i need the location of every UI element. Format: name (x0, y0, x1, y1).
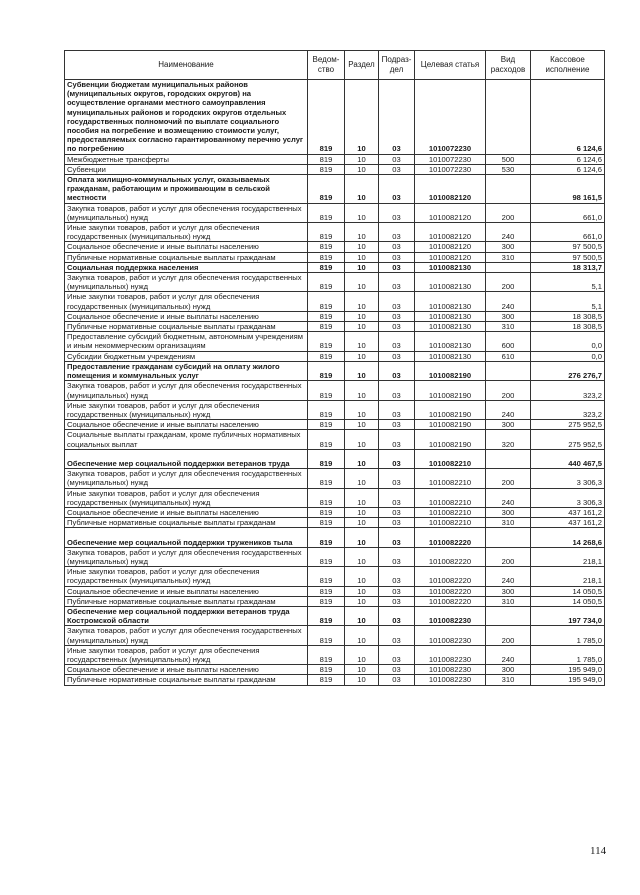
table-row (65, 262, 605, 272)
table-row (65, 381, 605, 400)
cell-name: Иные закупки товаров, работ и услуг для обеспечения государственных (муниципальных) нужд (65, 292, 308, 311)
cell-vr: 240 (486, 400, 531, 419)
cell-vr: 300 (486, 507, 531, 517)
cell-cs: 1010082190 (415, 430, 486, 449)
cell-vr (486, 262, 531, 272)
cell-vr: 200 (486, 381, 531, 400)
cell-amount: 661,0 (531, 203, 605, 222)
cell-name: Публичные нормативные социальные выплаты гражданам (65, 322, 308, 332)
cell-cs: 1010082190 (415, 420, 486, 430)
cell-name: Социальное обеспечение и иные выплаты населению (65, 665, 308, 675)
cell-amount: 1 785,0 (531, 626, 605, 645)
cell-amount: 275 952,5 (531, 430, 605, 449)
header-razdel: Раздел (345, 51, 379, 80)
cell-ved: 819 (308, 507, 345, 517)
table-row (65, 311, 605, 321)
cell-ved: 819 (308, 322, 345, 332)
cell-cs: 1010082130 (415, 351, 486, 361)
cell-amount: 18 308,5 (531, 322, 605, 332)
cell-name: Предоставление субсидий бюджетным, автономным учреждениям и иным некоммерческим организациям (65, 332, 308, 351)
cell-ved: 819 (308, 645, 345, 664)
cell-vr: 200 (486, 547, 531, 566)
cell-name: Обеспечение мер социальной поддержки тружеников тыла (65, 528, 308, 547)
table-row (65, 596, 605, 606)
cell-amount: 97 500,5 (531, 242, 605, 252)
cell-ved: 819 (308, 80, 345, 155)
cell-razdel: 10 (345, 528, 379, 547)
table-row (65, 430, 605, 449)
cell-ved: 819 (308, 292, 345, 311)
cell-cs: 1010072230 (415, 80, 486, 155)
header-podrazdel: Подраз-дел (379, 51, 415, 80)
cell-cs: 1010082130 (415, 262, 486, 272)
cell-podrazdel: 03 (379, 175, 415, 204)
cell-ved: 819 (308, 175, 345, 204)
cell-cs: 1010082230 (415, 645, 486, 664)
cell-razdel: 10 (345, 430, 379, 449)
cell-podrazdel: 03 (379, 311, 415, 321)
cell-vr: 310 (486, 596, 531, 606)
cell-amount: 5,1 (531, 273, 605, 292)
cell-ved: 819 (308, 351, 345, 361)
cell-ved: 819 (308, 469, 345, 488)
cell-podrazdel: 03 (379, 675, 415, 685)
cell-cs: 1010082120 (415, 223, 486, 242)
cell-vr: 320 (486, 430, 531, 449)
cell-podrazdel: 03 (379, 469, 415, 488)
cell-name: Обеспечение мер социальной поддержки ветеранов труда Костромской области (65, 606, 308, 625)
cell-vr: 500 (486, 154, 531, 164)
cell-razdel: 10 (345, 242, 379, 252)
cell-podrazdel: 03 (379, 381, 415, 400)
cell-razdel: 10 (345, 252, 379, 262)
cell-podrazdel: 03 (379, 164, 415, 174)
cell-name: Межбюджетные трансферты (65, 154, 308, 164)
cell-podrazdel: 03 (379, 262, 415, 272)
table-row (65, 175, 605, 204)
cell-name: Субсидии бюджетным учреждениям (65, 351, 308, 361)
table-row (65, 400, 605, 419)
cell-vr: 200 (486, 626, 531, 645)
cell-podrazdel: 03 (379, 351, 415, 361)
cell-ved: 819 (308, 203, 345, 222)
cell-amount: 437 161,2 (531, 507, 605, 517)
cell-podrazdel: 03 (379, 292, 415, 311)
cell-amount: 323,2 (531, 381, 605, 400)
cell-amount: 218,1 (531, 567, 605, 586)
budget-sheet (64, 50, 604, 686)
cell-amount: 6 124,6 (531, 154, 605, 164)
cell-vr: 300 (486, 665, 531, 675)
cell-cs: 1010072230 (415, 154, 486, 164)
cell-vr: 300 (486, 242, 531, 252)
cell-razdel: 10 (345, 154, 379, 164)
cell-name: Обеспечение мер социальной поддержки ветеранов труда (65, 449, 308, 468)
table-row (65, 361, 605, 380)
cell-vr: 240 (486, 645, 531, 664)
cell-razdel: 10 (345, 596, 379, 606)
table-row (65, 223, 605, 242)
cell-cs: 1010082120 (415, 203, 486, 222)
cell-vr: 200 (486, 203, 531, 222)
cell-vr: 240 (486, 292, 531, 311)
cell-cs: 1010082190 (415, 361, 486, 380)
cell-cs: 1010082130 (415, 332, 486, 351)
cell-name: Иные закупки товаров, работ и услуг для обеспечения государственных (муниципальных) нужд (65, 567, 308, 586)
cell-podrazdel: 03 (379, 400, 415, 419)
cell-ved: 819 (308, 242, 345, 252)
cell-cs: 1010082220 (415, 528, 486, 547)
cell-razdel: 10 (345, 420, 379, 430)
cell-razdel: 10 (345, 488, 379, 507)
cell-name: Закупка товаров, работ и услуг для обеспечения государственных (муниципальных) нужд (65, 381, 308, 400)
cell-amount: 98 161,5 (531, 175, 605, 204)
cell-razdel: 10 (345, 567, 379, 586)
table-row (65, 567, 605, 586)
cell-name: Закупка товаров, работ и услуг для обеспечения государственных (муниципальных) нужд (65, 469, 308, 488)
table-row (65, 586, 605, 596)
cell-razdel: 10 (345, 518, 379, 528)
cell-podrazdel: 03 (379, 252, 415, 262)
cell-vr: 300 (486, 420, 531, 430)
cell-amount: 0,0 (531, 351, 605, 361)
cell-podrazdel: 03 (379, 322, 415, 332)
budget-table (64, 50, 605, 686)
header-amount: Кассовое исполнение (531, 51, 605, 80)
cell-ved: 819 (308, 420, 345, 430)
cell-ved: 819 (308, 154, 345, 164)
cell-vr: 240 (486, 488, 531, 507)
cell-podrazdel: 03 (379, 665, 415, 675)
cell-name: Закупка товаров, работ и услуг для обеспечения государственных (муниципальных) нужд (65, 273, 308, 292)
cell-razdel: 10 (345, 400, 379, 419)
cell-ved: 819 (308, 164, 345, 174)
cell-cs: 1010082120 (415, 252, 486, 262)
cell-vr: 300 (486, 311, 531, 321)
cell-ved: 819 (308, 252, 345, 262)
header-vr: Вид расходов (486, 51, 531, 80)
header-cs: Целевая статья (415, 51, 486, 80)
cell-podrazdel: 03 (379, 420, 415, 430)
table-row (65, 292, 605, 311)
table-row (65, 665, 605, 675)
cell-cs: 1010082120 (415, 242, 486, 252)
cell-name: Социальное обеспечение и иные выплаты населению (65, 242, 308, 252)
cell-amount: 18 313,7 (531, 262, 605, 272)
cell-razdel: 10 (345, 645, 379, 664)
cell-cs: 1010082130 (415, 292, 486, 311)
cell-vr: 300 (486, 586, 531, 596)
cell-ved: 819 (308, 332, 345, 351)
cell-ved: 819 (308, 586, 345, 596)
cell-vr: 310 (486, 518, 531, 528)
table-row (65, 449, 605, 468)
cell-podrazdel: 03 (379, 488, 415, 507)
table-row (65, 164, 605, 174)
cell-podrazdel: 03 (379, 586, 415, 596)
cell-podrazdel: 03 (379, 645, 415, 664)
cell-vr (486, 449, 531, 468)
cell-razdel: 10 (345, 273, 379, 292)
cell-podrazdel: 03 (379, 154, 415, 164)
cell-vr (486, 80, 531, 155)
cell-ved: 819 (308, 430, 345, 449)
cell-amount: 0,0 (531, 332, 605, 351)
cell-ved: 819 (308, 273, 345, 292)
cell-ved: 819 (308, 262, 345, 272)
table-row (65, 547, 605, 566)
table-row (65, 675, 605, 685)
cell-name: Социальное обеспечение и иные выплаты населению (65, 507, 308, 517)
cell-name: Публичные нормативные социальные выплаты гражданам (65, 596, 308, 606)
table-row (65, 252, 605, 262)
cell-vr: 200 (486, 273, 531, 292)
cell-cs: 1010082130 (415, 311, 486, 321)
cell-razdel: 10 (345, 332, 379, 351)
cell-ved: 819 (308, 626, 345, 645)
table-row (65, 351, 605, 361)
cell-podrazdel: 03 (379, 528, 415, 547)
cell-ved: 819 (308, 223, 345, 242)
cell-vr: 610 (486, 351, 531, 361)
cell-name: Предоставление гражданам субсидий на оплату жилого помещения и коммунальных услуг (65, 361, 308, 380)
cell-podrazdel: 03 (379, 518, 415, 528)
cell-amount: 197 734,0 (531, 606, 605, 625)
cell-vr (486, 175, 531, 204)
cell-podrazdel: 03 (379, 273, 415, 292)
cell-cs: 1010082120 (415, 175, 486, 204)
cell-name: Субвенции бюджетам муниципальных районов (муниципальных округов, городских округов) на осуществление органами местного самоуправления муниципальных районов и городских округов отдельных государственных полномочий по выплате социального пособия на погребение и возмещению стоимости услуг, предоставляемых согласно гарантированному перечню услуг по погребению (65, 80, 308, 155)
cell-cs: 1010082210 (415, 449, 486, 468)
cell-cs: 1010082220 (415, 596, 486, 606)
cell-ved: 819 (308, 518, 345, 528)
table-row (65, 242, 605, 252)
cell-ved: 819 (308, 606, 345, 625)
table-row (65, 528, 605, 547)
cell-podrazdel: 03 (379, 626, 415, 645)
cell-cs: 1010082130 (415, 322, 486, 332)
cell-razdel: 10 (345, 351, 379, 361)
cell-cs: 1010082210 (415, 518, 486, 528)
cell-razdel: 10 (345, 262, 379, 272)
cell-razdel: 10 (345, 449, 379, 468)
cell-ved: 819 (308, 400, 345, 419)
page-number: 114 (590, 845, 607, 857)
cell-amount: 14 050,5 (531, 586, 605, 596)
cell-amount: 3 306,3 (531, 488, 605, 507)
cell-amount: 218,1 (531, 547, 605, 566)
cell-podrazdel: 03 (379, 361, 415, 380)
cell-cs: 1010082220 (415, 567, 486, 586)
cell-ved: 819 (308, 596, 345, 606)
cell-cs: 1010082210 (415, 488, 486, 507)
table-row (65, 332, 605, 351)
cell-name: Иные закупки товаров, работ и услуг для обеспечения государственных (муниципальных) нужд (65, 488, 308, 507)
cell-ved: 819 (308, 567, 345, 586)
cell-podrazdel: 03 (379, 567, 415, 586)
cell-ved: 819 (308, 528, 345, 547)
cell-ved: 819 (308, 381, 345, 400)
cell-vr: 240 (486, 223, 531, 242)
cell-name: Закупка товаров, работ и услуг для обеспечения государственных (муниципальных) нужд (65, 203, 308, 222)
cell-podrazdel: 03 (379, 606, 415, 625)
header-name: Наименование (65, 51, 308, 80)
cell-amount: 1 785,0 (531, 645, 605, 664)
table-row (65, 518, 605, 528)
cell-amount: 195 949,0 (531, 675, 605, 685)
cell-name: Публичные нормативные социальные выплаты гражданам (65, 518, 308, 528)
cell-razdel: 10 (345, 311, 379, 321)
cell-vr (486, 528, 531, 547)
cell-razdel: 10 (345, 547, 379, 566)
cell-ved: 819 (308, 675, 345, 685)
cell-name: Публичные нормативные социальные выплаты гражданам (65, 675, 308, 685)
cell-vr: 310 (486, 252, 531, 262)
cell-razdel: 10 (345, 606, 379, 625)
cell-cs: 1010082130 (415, 273, 486, 292)
cell-vr: 530 (486, 164, 531, 174)
table-row (65, 420, 605, 430)
table-row (65, 322, 605, 332)
table-row (65, 80, 605, 155)
table-row (65, 488, 605, 507)
cell-cs: 1010082230 (415, 675, 486, 685)
table-row (65, 273, 605, 292)
cell-razdel: 10 (345, 665, 379, 675)
table-row (65, 469, 605, 488)
cell-vr: 600 (486, 332, 531, 351)
cell-ved: 819 (308, 665, 345, 675)
table-row (65, 203, 605, 222)
cell-razdel: 10 (345, 203, 379, 222)
cell-ved: 819 (308, 488, 345, 507)
cell-podrazdel: 03 (379, 80, 415, 155)
cell-podrazdel: 03 (379, 430, 415, 449)
cell-name: Закупка товаров, работ и услуг для обеспечения государственных (муниципальных) нужд (65, 547, 308, 566)
cell-vr: 310 (486, 675, 531, 685)
cell-name: Оплата жилищно-коммунальных услуг, оказываемых гражданам, работающим и проживающим в сельской местности (65, 175, 308, 204)
cell-podrazdel: 03 (379, 547, 415, 566)
cell-name: Иные закупки товаров, работ и услуг для обеспечения государственных (муниципальных) нужд (65, 223, 308, 242)
cell-amount: 14 050,5 (531, 596, 605, 606)
cell-razdel: 10 (345, 507, 379, 517)
cell-amount: 18 308,5 (531, 311, 605, 321)
cell-podrazdel: 03 (379, 242, 415, 252)
cell-amount: 6 124,6 (531, 164, 605, 174)
cell-vr: 240 (486, 567, 531, 586)
cell-name: Иные закупки товаров, работ и услуг для обеспечения государственных (муниципальных) нужд (65, 400, 308, 419)
cell-razdel: 10 (345, 361, 379, 380)
cell-podrazdel: 03 (379, 507, 415, 517)
cell-name: Публичные нормативные социальные выплаты гражданам (65, 252, 308, 262)
table-row (65, 154, 605, 164)
cell-ved: 819 (308, 449, 345, 468)
cell-name: Социальные выплаты гражданам, кроме публичных нормативных социальных выплат (65, 430, 308, 449)
cell-vr: 310 (486, 322, 531, 332)
cell-amount: 5,1 (531, 292, 605, 311)
cell-cs: 1010082190 (415, 381, 486, 400)
cell-name: Социальное обеспечение и иные выплаты населению (65, 420, 308, 430)
cell-vr: 200 (486, 469, 531, 488)
cell-name: Иные закупки товаров, работ и услуг для обеспечения государственных (муниципальных) нужд (65, 645, 308, 664)
cell-cs: 1010082210 (415, 469, 486, 488)
table-header-row (65, 51, 605, 80)
cell-podrazdel: 03 (379, 449, 415, 468)
cell-amount: 97 500,5 (531, 252, 605, 262)
table-row (65, 626, 605, 645)
cell-name: Социальное обеспечение и иные выплаты населению (65, 586, 308, 596)
cell-ved: 819 (308, 547, 345, 566)
cell-razdel: 10 (345, 175, 379, 204)
cell-razdel: 10 (345, 586, 379, 596)
cell-ved: 819 (308, 361, 345, 380)
cell-razdel: 10 (345, 322, 379, 332)
cell-amount: 275 952,5 (531, 420, 605, 430)
cell-razdel: 10 (345, 469, 379, 488)
table-row (65, 507, 605, 517)
cell-amount: 661,0 (531, 223, 605, 242)
cell-name: Закупка товаров, работ и услуг для обеспечения государственных (муниципальных) нужд (65, 626, 308, 645)
table-row (65, 606, 605, 625)
cell-cs: 1010082230 (415, 665, 486, 675)
cell-podrazdel: 03 (379, 332, 415, 351)
table-row (65, 645, 605, 664)
cell-razdel: 10 (345, 292, 379, 311)
cell-razdel: 10 (345, 675, 379, 685)
cell-amount: 323,2 (531, 400, 605, 419)
cell-vr (486, 606, 531, 625)
cell-cs: 1010082190 (415, 400, 486, 419)
cell-amount: 276 276,7 (531, 361, 605, 380)
cell-podrazdel: 03 (379, 203, 415, 222)
cell-cs: 1010082220 (415, 586, 486, 596)
cell-amount: 440 467,5 (531, 449, 605, 468)
cell-cs: 1010082230 (415, 626, 486, 645)
cell-razdel: 10 (345, 80, 379, 155)
cell-razdel: 10 (345, 626, 379, 645)
cell-amount: 195 949,0 (531, 665, 605, 675)
cell-razdel: 10 (345, 381, 379, 400)
cell-name: Социальная поддержка населения (65, 262, 308, 272)
cell-name: Субвенции (65, 164, 308, 174)
cell-name: Социальное обеспечение и иные выплаты населению (65, 311, 308, 321)
cell-amount: 437 161,2 (531, 518, 605, 528)
cell-cs: 1010082220 (415, 547, 486, 566)
cell-ved: 819 (308, 311, 345, 321)
cell-razdel: 10 (345, 164, 379, 174)
cell-amount: 3 306,3 (531, 469, 605, 488)
cell-podrazdel: 03 (379, 223, 415, 242)
cell-cs: 1010082230 (415, 606, 486, 625)
cell-amount: 6 124,6 (531, 80, 605, 155)
cell-amount: 14 268,6 (531, 528, 605, 547)
cell-vr (486, 361, 531, 380)
header-ved: Ведом-ство (308, 51, 345, 80)
cell-cs: 1010072230 (415, 164, 486, 174)
cell-razdel: 10 (345, 223, 379, 242)
cell-podrazdel: 03 (379, 596, 415, 606)
cell-cs: 1010082210 (415, 507, 486, 517)
